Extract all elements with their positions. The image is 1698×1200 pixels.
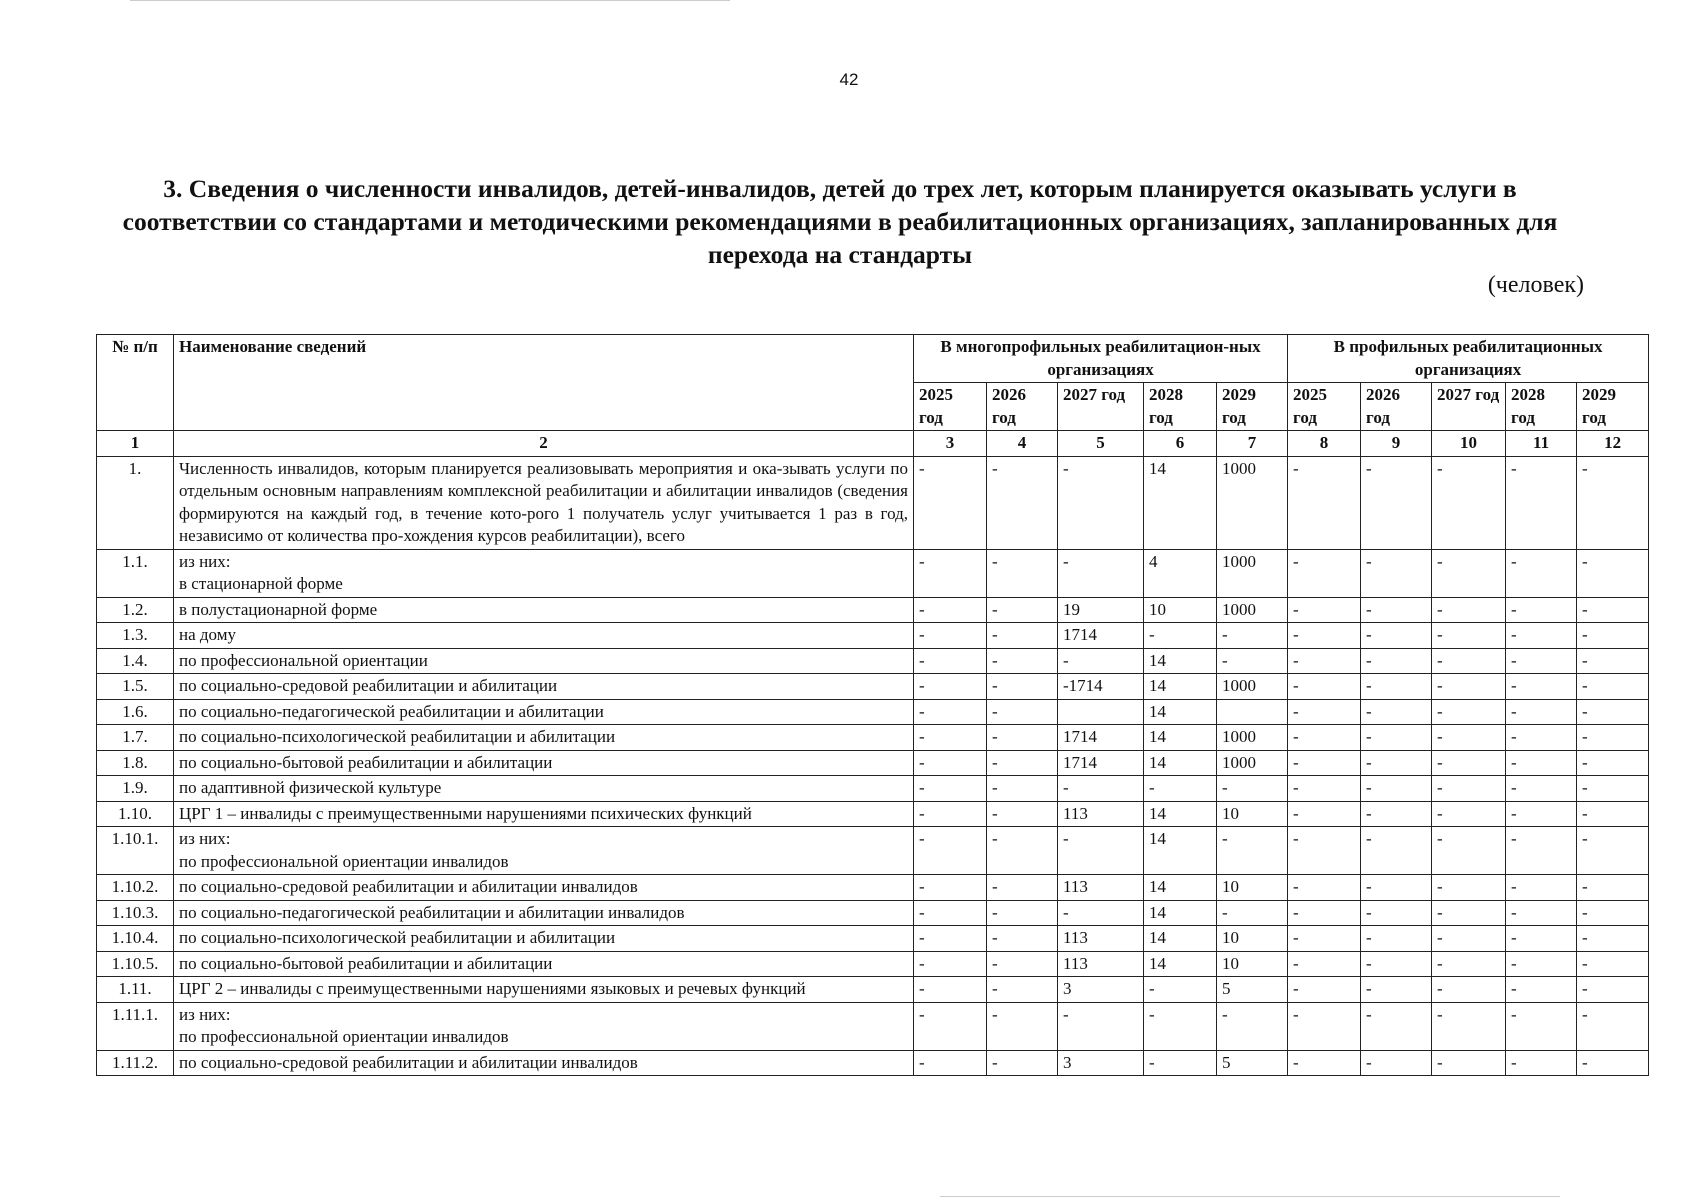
table-row xyxy=(97,875,1649,901)
row-value-cell: - xyxy=(1506,750,1577,776)
row-name: по социально-психологической реабилитации и абилитации xyxy=(174,926,914,952)
table-row xyxy=(97,776,1649,802)
row-value-cell: - xyxy=(1361,699,1432,725)
row-value-cell: 1000 xyxy=(1217,549,1288,597)
row-number: 1.8. xyxy=(97,750,174,776)
row-value-cell: - xyxy=(914,776,987,802)
row-value-cell: - xyxy=(987,549,1058,597)
row-value-cell: - xyxy=(987,875,1058,901)
row-value-cell: 14 xyxy=(1144,926,1217,952)
row-value-cell: - xyxy=(1432,875,1506,901)
row-value-cell: 113 xyxy=(1058,875,1144,901)
row-value-cell: - xyxy=(1506,1050,1577,1076)
header-group-multi: В многопрофильных реабилитацион-ных организациях xyxy=(914,335,1288,383)
row-value-cell: - xyxy=(1058,1002,1144,1050)
row-value-cell: - xyxy=(1506,875,1577,901)
row-value-cell: 113 xyxy=(1058,801,1144,827)
row-value-cell: - xyxy=(1361,951,1432,977)
row-value-cell: - xyxy=(987,801,1058,827)
row-value-cell: - xyxy=(1506,456,1577,549)
row-value-cell: 14 xyxy=(1144,456,1217,549)
table-row xyxy=(97,549,1649,597)
row-number: 1.11.1. xyxy=(97,1002,174,1050)
row-number: 1.2. xyxy=(97,597,174,623)
row-value-cell: - xyxy=(914,725,987,751)
row-value-cell: - xyxy=(1361,801,1432,827)
column-number: 2 xyxy=(174,431,914,457)
row-value-cell: 19 xyxy=(1058,597,1144,623)
row-value-cell: - xyxy=(914,1002,987,1050)
row-value-cell: - xyxy=(987,750,1058,776)
table-row xyxy=(97,725,1649,751)
row-value-cell: 1000 xyxy=(1217,456,1288,549)
row-value-cell: - xyxy=(1217,900,1288,926)
row-value-cell: - xyxy=(1144,776,1217,802)
row-name: в полустационарной форме xyxy=(174,597,914,623)
row-value-cell: 14 xyxy=(1144,827,1217,875)
row-value-cell: 1714 xyxy=(1058,750,1144,776)
row-value-cell: - xyxy=(1361,1002,1432,1050)
row-value-cell: - xyxy=(987,674,1058,700)
row-number: 1.4. xyxy=(97,648,174,674)
row-value-cell: - xyxy=(987,623,1058,649)
row-value-cell: - xyxy=(1361,674,1432,700)
row-value-cell: - xyxy=(1577,750,1649,776)
row-value-cell: - xyxy=(1361,725,1432,751)
row-number: 1.10.5. xyxy=(97,951,174,977)
row-value-cell: - xyxy=(1506,699,1577,725)
row-value-cell: - xyxy=(914,597,987,623)
row-value-cell: - xyxy=(1506,801,1577,827)
row-value-cell: - xyxy=(1288,900,1361,926)
row-value-cell: - xyxy=(1432,549,1506,597)
header-year: 2028 год xyxy=(1506,383,1577,431)
row-value-cell: - xyxy=(1432,1050,1506,1076)
row-value-cell: - xyxy=(914,549,987,597)
row-value-cell: 10 xyxy=(1217,875,1288,901)
row-value-cell: - xyxy=(1577,1050,1649,1076)
row-value-cell: 1714 xyxy=(1058,623,1144,649)
row-value-cell: - xyxy=(1577,951,1649,977)
table-row xyxy=(97,674,1649,700)
column-number: 4 xyxy=(987,431,1058,457)
row-value-cell: - xyxy=(1288,623,1361,649)
row-value-cell: - xyxy=(1577,801,1649,827)
row-value-cell: 14 xyxy=(1144,725,1217,751)
row-name: по социально-бытовой реабилитации и абилитации xyxy=(174,750,914,776)
row-value-cell: 1000 xyxy=(1217,725,1288,751)
header-year: 2025 год xyxy=(1288,383,1361,431)
row-value-cell: - xyxy=(1058,776,1144,802)
row-value-cell xyxy=(1058,699,1144,725)
header-row-groups xyxy=(97,335,1649,383)
row-value-cell: - xyxy=(1217,827,1288,875)
row-value-cell: - xyxy=(914,875,987,901)
row-value-cell: - xyxy=(1432,699,1506,725)
scan-edge-line xyxy=(940,1196,1560,1197)
row-value-cell: - xyxy=(1506,951,1577,977)
row-value-cell: - xyxy=(987,1050,1058,1076)
page-number: 42 xyxy=(839,70,859,89)
row-value-cell: - xyxy=(1288,725,1361,751)
row-value-cell: - xyxy=(1506,597,1577,623)
column-number: 7 xyxy=(1217,431,1288,457)
row-value-cell: - xyxy=(914,926,987,952)
row-name: по социально-средовой реабилитации и абилитации инвалидов xyxy=(174,1050,914,1076)
row-value-cell: - xyxy=(1361,597,1432,623)
row-value-cell: - xyxy=(1432,900,1506,926)
table-row xyxy=(97,900,1649,926)
row-value-cell: - xyxy=(987,597,1058,623)
row-value-cell: -1714 xyxy=(1058,674,1144,700)
column-number: 5 xyxy=(1058,431,1144,457)
row-value-cell: - xyxy=(1361,875,1432,901)
row-number: 1.3. xyxy=(97,623,174,649)
row-value-cell: - xyxy=(1577,725,1649,751)
table-row xyxy=(97,977,1649,1003)
row-value-cell: - xyxy=(1432,648,1506,674)
header-name: Наименование сведений xyxy=(174,335,914,431)
row-value-cell: 10 xyxy=(1217,926,1288,952)
row-value-cell: - xyxy=(1577,648,1649,674)
row-value-cell: 113 xyxy=(1058,926,1144,952)
data-table xyxy=(96,334,1649,1076)
table-row xyxy=(97,926,1649,952)
row-value-cell: - xyxy=(914,648,987,674)
row-value-cell: - xyxy=(1577,776,1649,802)
column-number: 12 xyxy=(1577,431,1649,457)
row-value-cell: - xyxy=(1432,674,1506,700)
row-value-cell xyxy=(1217,699,1288,725)
row-value-cell: - xyxy=(1058,827,1144,875)
column-number: 10 xyxy=(1432,431,1506,457)
row-value-cell: - xyxy=(1288,674,1361,700)
row-value-cell: - xyxy=(914,623,987,649)
header-year: 2028 год xyxy=(1144,383,1217,431)
row-value-cell: - xyxy=(1577,977,1649,1003)
row-value-cell: - xyxy=(1506,648,1577,674)
row-value-cell: - xyxy=(914,750,987,776)
header-year: 2029 год xyxy=(1217,383,1288,431)
row-name: Численность инвалидов, которым планируется реализовывать мероприятия и ока-зывать услуги по отдельным основным направлениям комплексной реабилитации и абилитации инвалидов (сведения формируются на каждый год, в течение кото-рого 1 получатель услуг учитывается 1 раз в год, независимо от количества про-хождения курсов реабилитации), всего xyxy=(174,456,914,549)
row-value-cell: - xyxy=(1288,699,1361,725)
header-group-profile: В профильных реабилитационных организациях xyxy=(1288,335,1649,383)
row-value-cell: - xyxy=(1361,1050,1432,1076)
row-value-cell: 14 xyxy=(1144,648,1217,674)
row-number: 1.9. xyxy=(97,776,174,802)
row-value-cell: 113 xyxy=(1058,951,1144,977)
row-value-cell: - xyxy=(1144,977,1217,1003)
row-value-cell: - xyxy=(1577,456,1649,549)
row-value-cell: - xyxy=(1577,623,1649,649)
column-number: 1 xyxy=(97,431,174,457)
row-number: 1.6. xyxy=(97,699,174,725)
row-value-cell: 1714 xyxy=(1058,725,1144,751)
row-name: из них: по профессиональной ориентации инвалидов xyxy=(174,1002,914,1050)
row-value-cell: - xyxy=(1217,623,1288,649)
row-value-cell: - xyxy=(987,951,1058,977)
row-value-cell: 14 xyxy=(1144,951,1217,977)
row-number: 1.5. xyxy=(97,674,174,700)
row-name: по профессиональной ориентации xyxy=(174,648,914,674)
table-row xyxy=(97,827,1649,875)
row-number: 1.10.3. xyxy=(97,900,174,926)
row-value-cell: - xyxy=(1432,801,1506,827)
row-value-cell: - xyxy=(1506,623,1577,649)
row-name: по адаптивной физической культуре xyxy=(174,776,914,802)
row-value-cell: - xyxy=(1058,549,1144,597)
row-value-cell: - xyxy=(1432,1002,1506,1050)
row-name: по социально-бытовой реабилитации и абилитации xyxy=(174,951,914,977)
row-value-cell: - xyxy=(1288,1050,1361,1076)
row-value-cell: - xyxy=(1577,674,1649,700)
row-value-cell: - xyxy=(914,900,987,926)
row-value-cell: - xyxy=(1058,900,1144,926)
row-value-cell: - xyxy=(1506,900,1577,926)
row-value-cell: - xyxy=(1288,456,1361,549)
row-value-cell: - xyxy=(1432,597,1506,623)
row-value-cell: - xyxy=(1361,977,1432,1003)
row-value-cell: - xyxy=(987,725,1058,751)
header-year: 2026 год xyxy=(987,383,1058,431)
row-value-cell: 14 xyxy=(1144,875,1217,901)
row-value-cell: - xyxy=(1217,1002,1288,1050)
row-value-cell: - xyxy=(1432,623,1506,649)
row-value-cell: - xyxy=(1288,776,1361,802)
column-number: 3 xyxy=(914,431,987,457)
row-value-cell: - xyxy=(1288,875,1361,901)
row-value-cell: 10 xyxy=(1217,951,1288,977)
row-number: 1.10.1. xyxy=(97,827,174,875)
row-name: по социально-средовой реабилитации и абилитации инвалидов xyxy=(174,875,914,901)
row-value-cell: - xyxy=(914,674,987,700)
row-value-cell: - xyxy=(1577,699,1649,725)
row-value-cell: - xyxy=(1361,456,1432,549)
row-value-cell: - xyxy=(1432,977,1506,1003)
row-value-cell: - xyxy=(1577,827,1649,875)
document-title: 3. Сведения о численности инвалидов, детей-инвалидов, детей до трех лет, которым планируется оказывать услуги в соответствии со стандартами и методическими рекомендациями в реабилитационных организациях, запланированных для перехода на стандарты xyxy=(122,174,1558,269)
row-value-cell: - xyxy=(1361,926,1432,952)
column-number: 8 xyxy=(1288,431,1361,457)
scan-edge-line xyxy=(130,0,730,1)
row-number: 1.10. xyxy=(97,801,174,827)
row-value-cell: - xyxy=(1432,456,1506,549)
row-name: из них: в стационарной форме xyxy=(174,549,914,597)
row-value-cell: - xyxy=(1577,597,1649,623)
row-value-cell: - xyxy=(1361,623,1432,649)
row-value-cell: 4 xyxy=(1144,549,1217,597)
row-name: ЦРГ 2 – инвалиды с преимущественными нарушениями языковых и речевых функций xyxy=(174,977,914,1003)
row-value-cell: - xyxy=(1577,549,1649,597)
header-year: 2026 год xyxy=(1361,383,1432,431)
row-value-cell: - xyxy=(1144,1050,1217,1076)
row-value-cell: - xyxy=(914,801,987,827)
row-value-cell: 5 xyxy=(1217,977,1288,1003)
table-row xyxy=(97,648,1649,674)
row-value-cell: 1000 xyxy=(1217,597,1288,623)
row-value-cell: 3 xyxy=(1058,977,1144,1003)
row-value-cell: - xyxy=(1506,549,1577,597)
row-value-cell: - xyxy=(1288,801,1361,827)
row-value-cell: - xyxy=(1432,951,1506,977)
row-name: по социально-психологической реабилитации и абилитации xyxy=(174,725,914,751)
row-value-cell: - xyxy=(1506,674,1577,700)
table-row xyxy=(97,1002,1649,1050)
row-name: по социально-педагогической реабилитации и абилитации инвалидов xyxy=(174,900,914,926)
row-name: на дому xyxy=(174,623,914,649)
header-row-column-numbers xyxy=(97,431,1649,457)
row-value-cell: - xyxy=(1288,1002,1361,1050)
row-value-cell: - xyxy=(1577,900,1649,926)
column-number: 6 xyxy=(1144,431,1217,457)
row-value-cell: - xyxy=(987,926,1058,952)
table-row xyxy=(97,750,1649,776)
row-value-cell: - xyxy=(1432,827,1506,875)
row-value-cell: 14 xyxy=(1144,699,1217,725)
row-value-cell: 3 xyxy=(1058,1050,1144,1076)
row-name: по социально-педагогической реабилитации и абилитации xyxy=(174,699,914,725)
row-value-cell: - xyxy=(1432,725,1506,751)
row-value-cell: - xyxy=(987,1002,1058,1050)
row-value-cell: - xyxy=(1217,648,1288,674)
column-number: 9 xyxy=(1361,431,1432,457)
row-value-cell: 14 xyxy=(1144,900,1217,926)
row-number: 1.10.2. xyxy=(97,875,174,901)
table-body xyxy=(97,456,1649,1076)
row-value-cell: 10 xyxy=(1144,597,1217,623)
row-value-cell: - xyxy=(1288,926,1361,952)
row-value-cell: 14 xyxy=(1144,801,1217,827)
header-year: 2027 год xyxy=(1058,383,1144,431)
row-value-cell: - xyxy=(1288,750,1361,776)
row-value-cell: - xyxy=(1288,951,1361,977)
row-value-cell: - xyxy=(1217,776,1288,802)
row-value-cell: - xyxy=(1506,977,1577,1003)
row-value-cell: - xyxy=(914,827,987,875)
column-number: 11 xyxy=(1506,431,1577,457)
row-number: 1.7. xyxy=(97,725,174,751)
row-value-cell: - xyxy=(1058,456,1144,549)
row-number: 1.11. xyxy=(97,977,174,1003)
row-value-cell: - xyxy=(1361,750,1432,776)
row-value-cell: - xyxy=(987,699,1058,725)
row-value-cell: - xyxy=(1361,648,1432,674)
row-value-cell: - xyxy=(987,648,1058,674)
row-value-cell: - xyxy=(914,699,987,725)
row-value-cell: - xyxy=(1288,549,1361,597)
table-row xyxy=(97,801,1649,827)
row-value-cell: - xyxy=(987,776,1058,802)
row-value-cell: - xyxy=(987,827,1058,875)
row-value-cell: - xyxy=(914,951,987,977)
row-name: из них: по профессиональной ориентации инвалидов xyxy=(174,827,914,875)
header-year: 2027 год xyxy=(1432,383,1506,431)
row-value-cell: - xyxy=(1577,1002,1649,1050)
table-row xyxy=(97,623,1649,649)
row-value-cell: - xyxy=(987,456,1058,549)
row-value-cell: - xyxy=(1361,900,1432,926)
row-value-cell: 1000 xyxy=(1217,674,1288,700)
row-value-cell: - xyxy=(1506,1002,1577,1050)
row-value-cell: - xyxy=(1361,549,1432,597)
row-value-cell: 5 xyxy=(1217,1050,1288,1076)
row-number: 1. xyxy=(97,456,174,549)
row-value-cell: - xyxy=(1432,750,1506,776)
row-value-cell: - xyxy=(1577,926,1649,952)
table-row xyxy=(97,699,1649,725)
header-num: № п/п xyxy=(97,335,174,431)
header-year: 2025 год xyxy=(914,383,987,431)
row-value-cell: - xyxy=(1432,926,1506,952)
header-year: 2029 год xyxy=(1577,383,1649,431)
row-value-cell: 1000 xyxy=(1217,750,1288,776)
row-value-cell: - xyxy=(1144,1002,1217,1050)
row-value-cell: - xyxy=(987,977,1058,1003)
row-value-cell: 14 xyxy=(1144,750,1217,776)
row-value-cell: - xyxy=(1506,725,1577,751)
table-row xyxy=(97,597,1649,623)
row-value-cell: - xyxy=(1361,776,1432,802)
row-value-cell: - xyxy=(914,977,987,1003)
row-value-cell: - xyxy=(1058,648,1144,674)
row-number: 1.1. xyxy=(97,549,174,597)
units-label: (человек) xyxy=(1487,272,1584,298)
row-value-cell: - xyxy=(1144,623,1217,649)
row-value-cell: - xyxy=(1288,597,1361,623)
row-value-cell: 10 xyxy=(1217,801,1288,827)
row-value-cell: - xyxy=(1288,977,1361,1003)
row-value-cell: - xyxy=(1506,776,1577,802)
row-value-cell: - xyxy=(1288,827,1361,875)
row-value-cell: - xyxy=(1432,776,1506,802)
row-value-cell: - xyxy=(987,900,1058,926)
table-row xyxy=(97,456,1649,549)
row-value-cell: - xyxy=(1506,827,1577,875)
row-value-cell: 14 xyxy=(1144,674,1217,700)
row-name: по социально-средовой реабилитации и абилитации xyxy=(174,674,914,700)
table-row xyxy=(97,1050,1649,1076)
table-row xyxy=(97,951,1649,977)
row-value-cell: - xyxy=(1361,827,1432,875)
row-value-cell: - xyxy=(1506,926,1577,952)
row-name: ЦРГ 1 – инвалиды с преимущественными нарушениями психических функций xyxy=(174,801,914,827)
row-value-cell: - xyxy=(1577,875,1649,901)
row-value-cell: - xyxy=(914,1050,987,1076)
row-value-cell: - xyxy=(914,456,987,549)
row-value-cell: - xyxy=(1288,648,1361,674)
row-number: 1.11.2. xyxy=(97,1050,174,1076)
row-number: 1.10.4. xyxy=(97,926,174,952)
